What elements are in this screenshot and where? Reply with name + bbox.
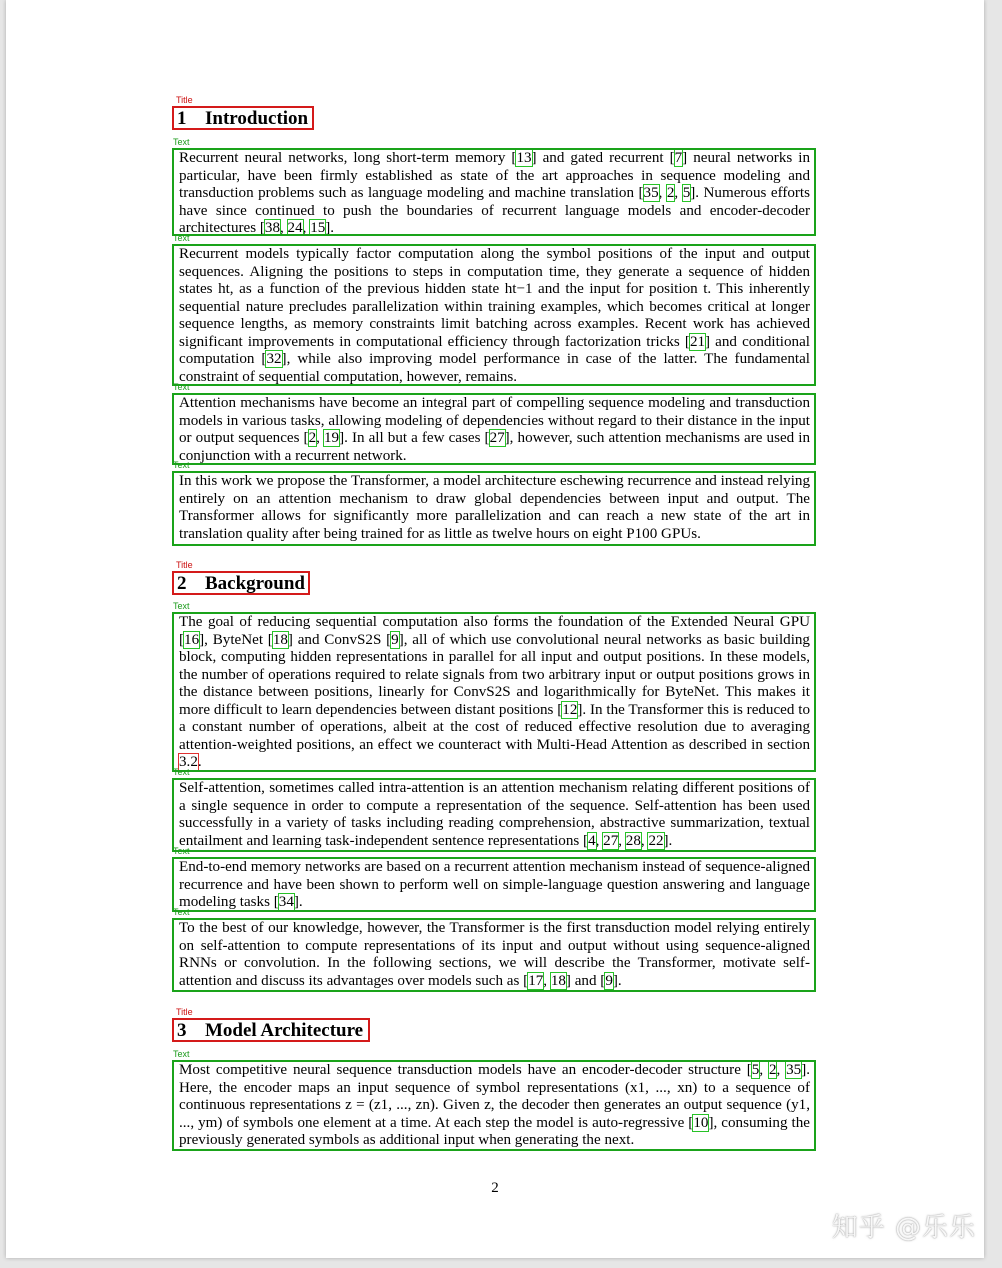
paragraph-intro-4 bbox=[172, 471, 816, 546]
text-label: Text bbox=[173, 233, 190, 243]
text-label: Text bbox=[173, 460, 190, 470]
page-number: 2 bbox=[491, 1180, 499, 1196]
paragraph-intro-2 bbox=[172, 244, 816, 386]
text-label: Text bbox=[173, 846, 190, 856]
paragraph-text: In this work we propose the Transformer, a model architecture eschewing recurrence and instead relying entirely on an attention mechanism to draw global dependencies between input and output. The Transformer allows for significantly more parallelization and can reach a new state of the art in translation quality after being trained for as little as twelve hours on eight P100 GPUs. bbox=[179, 473, 810, 542]
paragraph-architecture-1 bbox=[172, 1060, 816, 1151]
title-label: Title bbox=[176, 560, 193, 570]
paragraph-intro-3 bbox=[172, 393, 816, 465]
title-label: Title bbox=[176, 1007, 193, 1017]
text-label: Text bbox=[173, 907, 190, 917]
text-label: Text bbox=[173, 767, 190, 777]
paragraph-text: The goal of reducing sequential computation also forms the foundation of the Extended Neural GPU [16], ByteNet [18] and ConvS2S [9], all of which use convolutional neural networks as basic building block, computing hidden representations in parallel for all input and output positions. In these models, the number of operations required to relate signals from two arbitrary input or output positions grows in the distance between positions, linearly for ConvS2S and logarithmically for ByteNet. This makes it more difficult to learn dependencies between distant positions [12]. In the Transformer this is reduced to a constant number of operations, albeit at the cost of reduced effective resolution due to averaging attention-weighted positions, an effect we counteract with Multi-Head Attention as described in section 3.2. bbox=[179, 614, 810, 770]
text-label: Text bbox=[173, 137, 190, 147]
section-title-text: Model Architecture bbox=[205, 1020, 364, 1041]
text-label: Text bbox=[173, 382, 190, 392]
text-label: Text bbox=[173, 1049, 190, 1059]
section-title-introduction bbox=[172, 106, 314, 130]
text-label: Text bbox=[173, 601, 190, 611]
paragraph-background-4 bbox=[172, 918, 816, 992]
section-number: 3 bbox=[177, 1020, 187, 1041]
watermark: 知乎 @乐乐 bbox=[831, 1213, 976, 1243]
section-title-text: Background bbox=[205, 573, 305, 594]
paragraph-text: To the best of our knowledge, however, the Transformer is the first transduction model relying entirely on self-attention to compute representations of its input and output without using sequence-aligned RNNs or convolution. In the following sections, we will describe the Transformer, motivate self-attention and discuss its advantages over models such as [17, 18] and [9]. bbox=[179, 920, 810, 989]
title-label: Title bbox=[176, 95, 193, 105]
paragraph-text: Recurrent models typically factor computation along the symbol positions of the input and output sequences. Aligning the positions to steps in computation time, they generate a sequence of hidden states ht, as a function of the previous hidden state ht−1 and the input for position t. This inherently sequential nature precludes parallelization within training examples, which becomes critical at longer sequence lengths, as memory constraints limit batching across examples. Recent work has achieved significant improvements in computational efficiency through factorization tricks [21] and conditional computation [32], while also improving model performance in case of the latter. The fundamental constraint of sequential computation, however, remains. bbox=[179, 246, 810, 385]
paragraph-text: Most competitive neural sequence transduction models have an encoder-decoder structure [5, 2, 35]. Here, the encoder maps an input sequence of symbol representations (x1, ..., xn) to a sequence of continuous representations z = (z1, ..., zn). Given z, the decoder then generates an output sequence (y1, ..., ym) of symbols one element at a time. At each step the model is auto-regressive [10], consuming the previously generated symbols as additional input when generating the next. bbox=[179, 1062, 811, 1148]
paragraph-intro-1 bbox=[172, 148, 816, 236]
paragraph-text: Recurrent neural networks, long short-term memory [13] and gated recurrent [7] neural networks in particular, have been firmly established as state of the art approaches in sequence modeling and transduction problems such as language modeling and machine translation [35, 2, 5]. Numerous efforts have since continued to push the boundaries of recurrent language models and encoder-decoder architectures [38, 24, 15]. bbox=[179, 150, 811, 236]
paragraph-text: Self-attention, sometimes called intra-attention is an attention mechanism relating different positions of a single sequence in order to compute a representation of the sequence. Self-attention has been used successfully in a variety of tasks including reading comprehension, abstractive summarization, textual entailment and learning task-independent sentence representations [4, 27, 28, 22]. bbox=[179, 780, 810, 849]
section-title-text: Introduction bbox=[205, 108, 309, 129]
section-number: 1 bbox=[177, 108, 187, 129]
section-title-model-architecture bbox=[172, 1018, 370, 1042]
paragraph-text: Attention mechanisms have become an integral part of compelling sequence modeling and transduction models in various tasks, allowing modeling of dependencies without regard to their distance in the input or output sequences [2, 19]. In all but a few cases [27], however, such attention mechanisms are used in conjunction with a recurrent network. bbox=[179, 395, 811, 464]
paragraph-background-2 bbox=[172, 778, 816, 852]
paragraph-text: End-to-end memory networks are based on a recurrent attention mechanism instead of sequence-aligned recurrence and have been shown to perform well on simple-language question answering and language modeling tasks [34]. bbox=[179, 859, 810, 910]
section-title-background bbox=[172, 571, 310, 595]
paragraph-background-1 bbox=[172, 612, 816, 772]
paragraph-background-3 bbox=[172, 857, 816, 912]
section-number: 2 bbox=[177, 573, 187, 594]
